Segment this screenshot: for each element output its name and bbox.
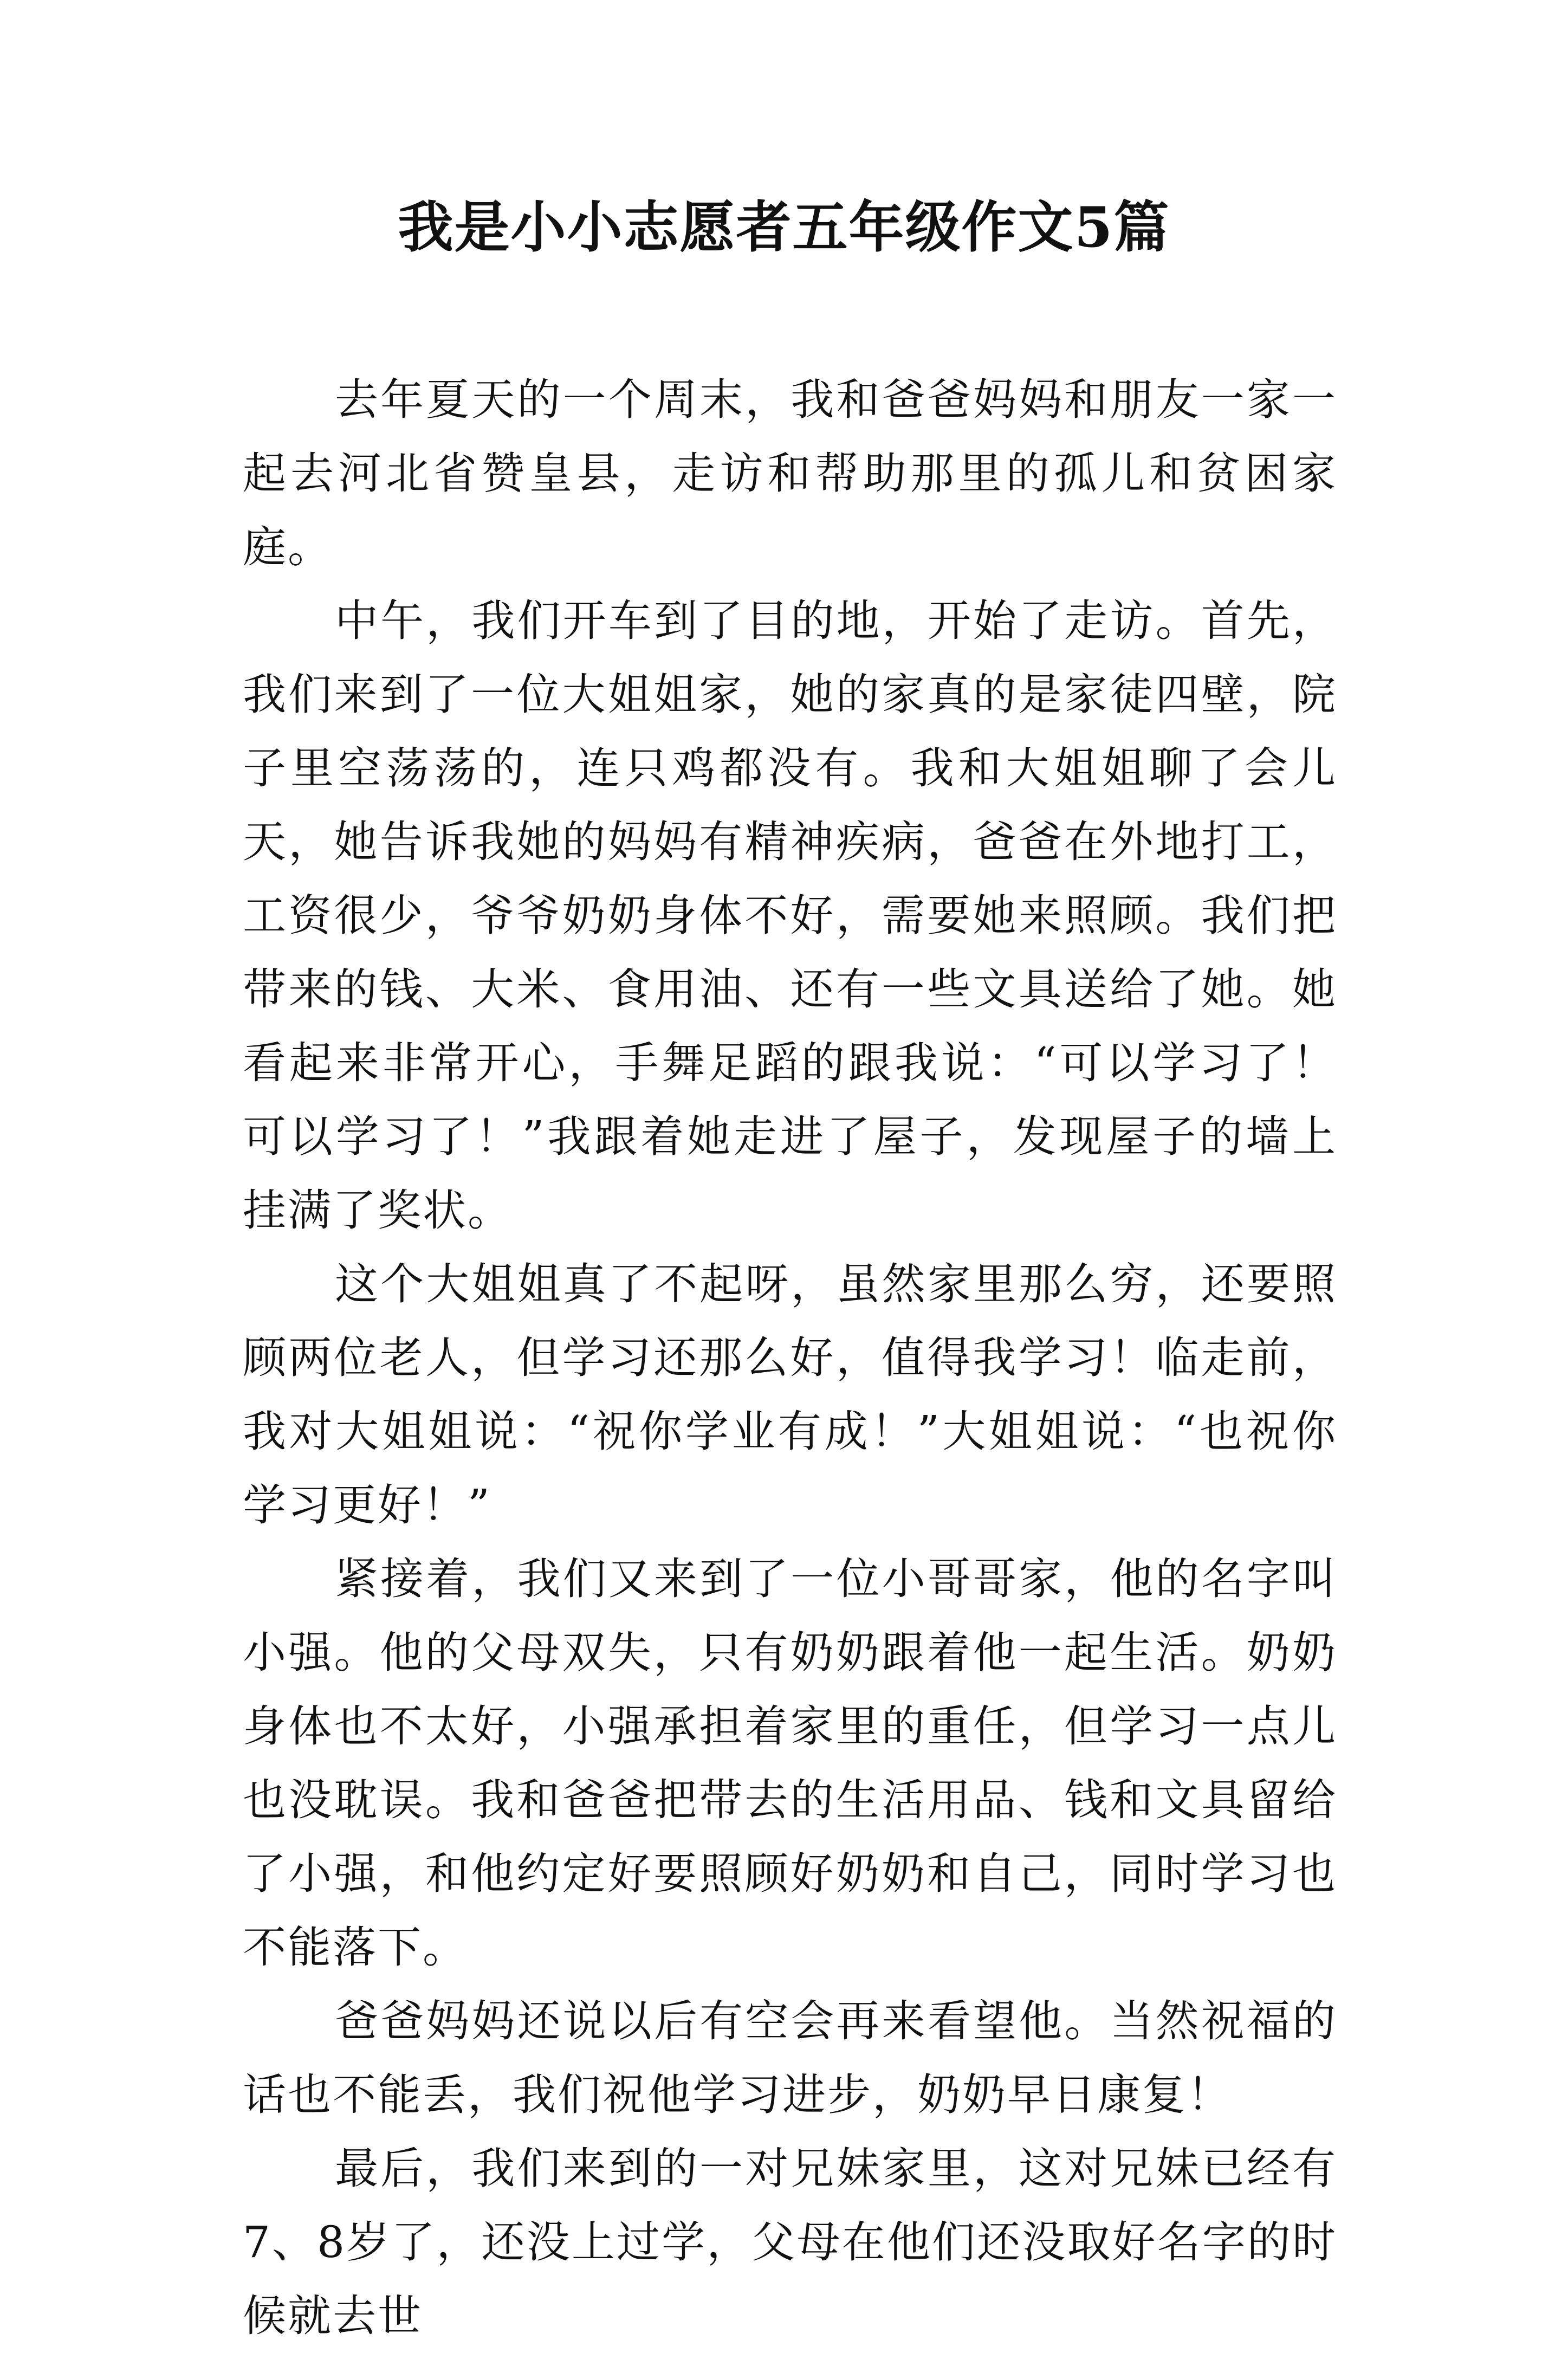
paragraph-2: 中午，我们开车到了目的地，开始了走访。首先，我们来到了一位大姐姐家，她的家真的是家徒四壁，院子里空荡荡的，连只鸡都没有。我和大姐姐聊了会儿天，她告诉我她的妈妈有精神疾病，爸爸在外地打工，工资很少，爷爷奶奶身体不好，需要她来照顾。我们把带来的钱、大米、食用油、还有一些文具送给了她。她看起来非常开心，手舞足蹈的跟我说：“可以学习了！可以学习了！”我跟着她走进了屋子，发现屋子的墙上挂满了奖状。 [243,596,1337,1236]
paragraph-5: 爸爸妈妈还说以后有空会再来看望他。当然祝福的话也不能丢，我们祝他学习进步，奶奶早日康复！ [243,1996,1337,2120]
paragraph-4: 紧接着，我们又来到了一位小哥哥家，他的名字叫小强。他的父母双失，只有奶奶跟着他一起生活。奶奶身体也不太好，小强承担着家里的重任，但学习一点儿也没耽误。我和爸爸把带去的生活用品、钱和文具留给了小强，和他约定好要照顾好奶奶和自己，同时学习也不能落下。 [243,1554,1337,1973]
document-title: 我是小小志愿者五年级作文5篇 [398,195,1170,260]
paragraph-3: 这个大姐姐真了不起呀，虽然家里那么穷，还要照顾两位老人，但学习还那么好，值得我学习！临走前，我对大姐姐说：“祝你学业有成！”大姐姐说：“也祝你学习更好！” [243,1259,1337,1530]
paragraph-1: 去年夏天的一个周末，我和爸爸妈妈和朋友一家一起去河北省赞皇县，走访和帮助那里的孤儿和贫困家庭。 [243,374,1337,572]
paragraph-6: 最后，我们来到的一对兄妹家里，这对兄妹已经有7、8岁了，还没上过学，父母在他们还没取好名字的时候就去世 [243,2143,1337,2341]
document-body [243,363,1337,2353]
